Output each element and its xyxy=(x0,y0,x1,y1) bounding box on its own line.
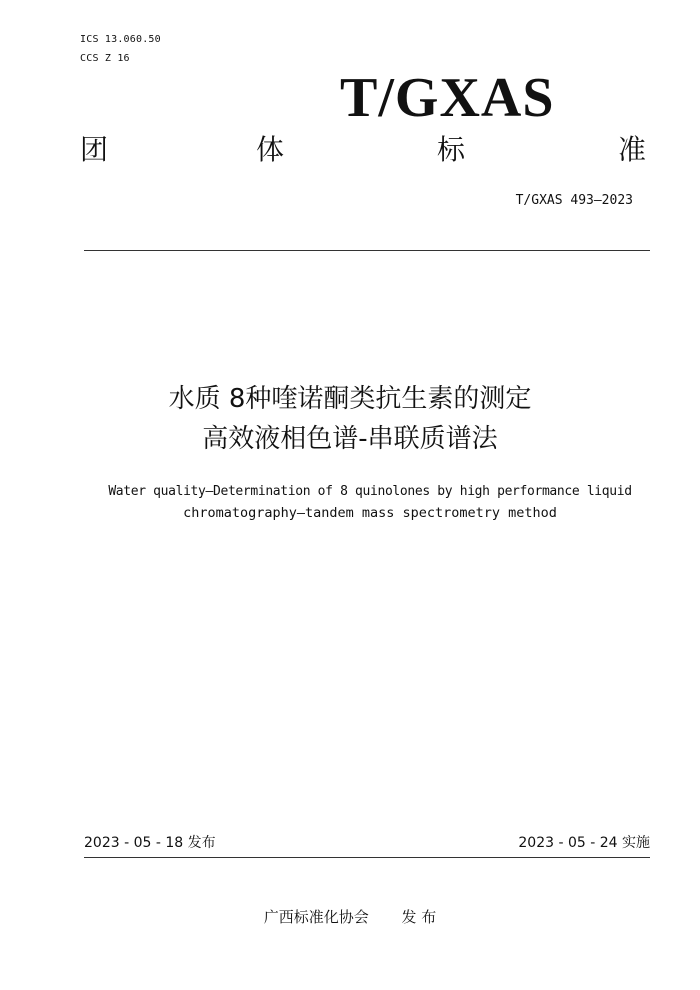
title-chinese-line-2: 高效液相色谱-串联质谱法 xyxy=(202,424,498,454)
title-english-line-2: chromatography—tandem mass spectrometry method xyxy=(183,505,557,521)
standard-logo: T/GXAS xyxy=(340,67,555,129)
title-chinese-line-1: 水质 8种喹诺酮类抗生素的测定 xyxy=(168,384,532,414)
top-divider xyxy=(84,250,650,251)
ics-code: ICS 13.060.50 xyxy=(80,34,161,45)
category-char-1: 团 xyxy=(80,133,109,166)
title-english-line-1: Water quality—Determination of 8 quinolones by high performance liquid xyxy=(108,484,632,499)
bottom-divider xyxy=(84,857,650,858)
category-char-2: 体 xyxy=(256,133,285,166)
publisher-action: 发 布 xyxy=(401,908,437,926)
publisher-organization: 广西标准化协会 xyxy=(263,908,369,926)
implementation-date: 2023 - 05 - 24 实施 xyxy=(518,835,650,851)
category-char-3: 标 xyxy=(437,133,466,166)
standard-number: T/GXAS 493—2023 xyxy=(515,193,633,208)
publisher-line xyxy=(0,906,700,927)
category-char-4: 准 xyxy=(618,133,647,166)
issue-date: 2023 - 05 - 18 发布 xyxy=(84,835,216,851)
ccs-code: CCS Z 16 xyxy=(80,53,130,64)
